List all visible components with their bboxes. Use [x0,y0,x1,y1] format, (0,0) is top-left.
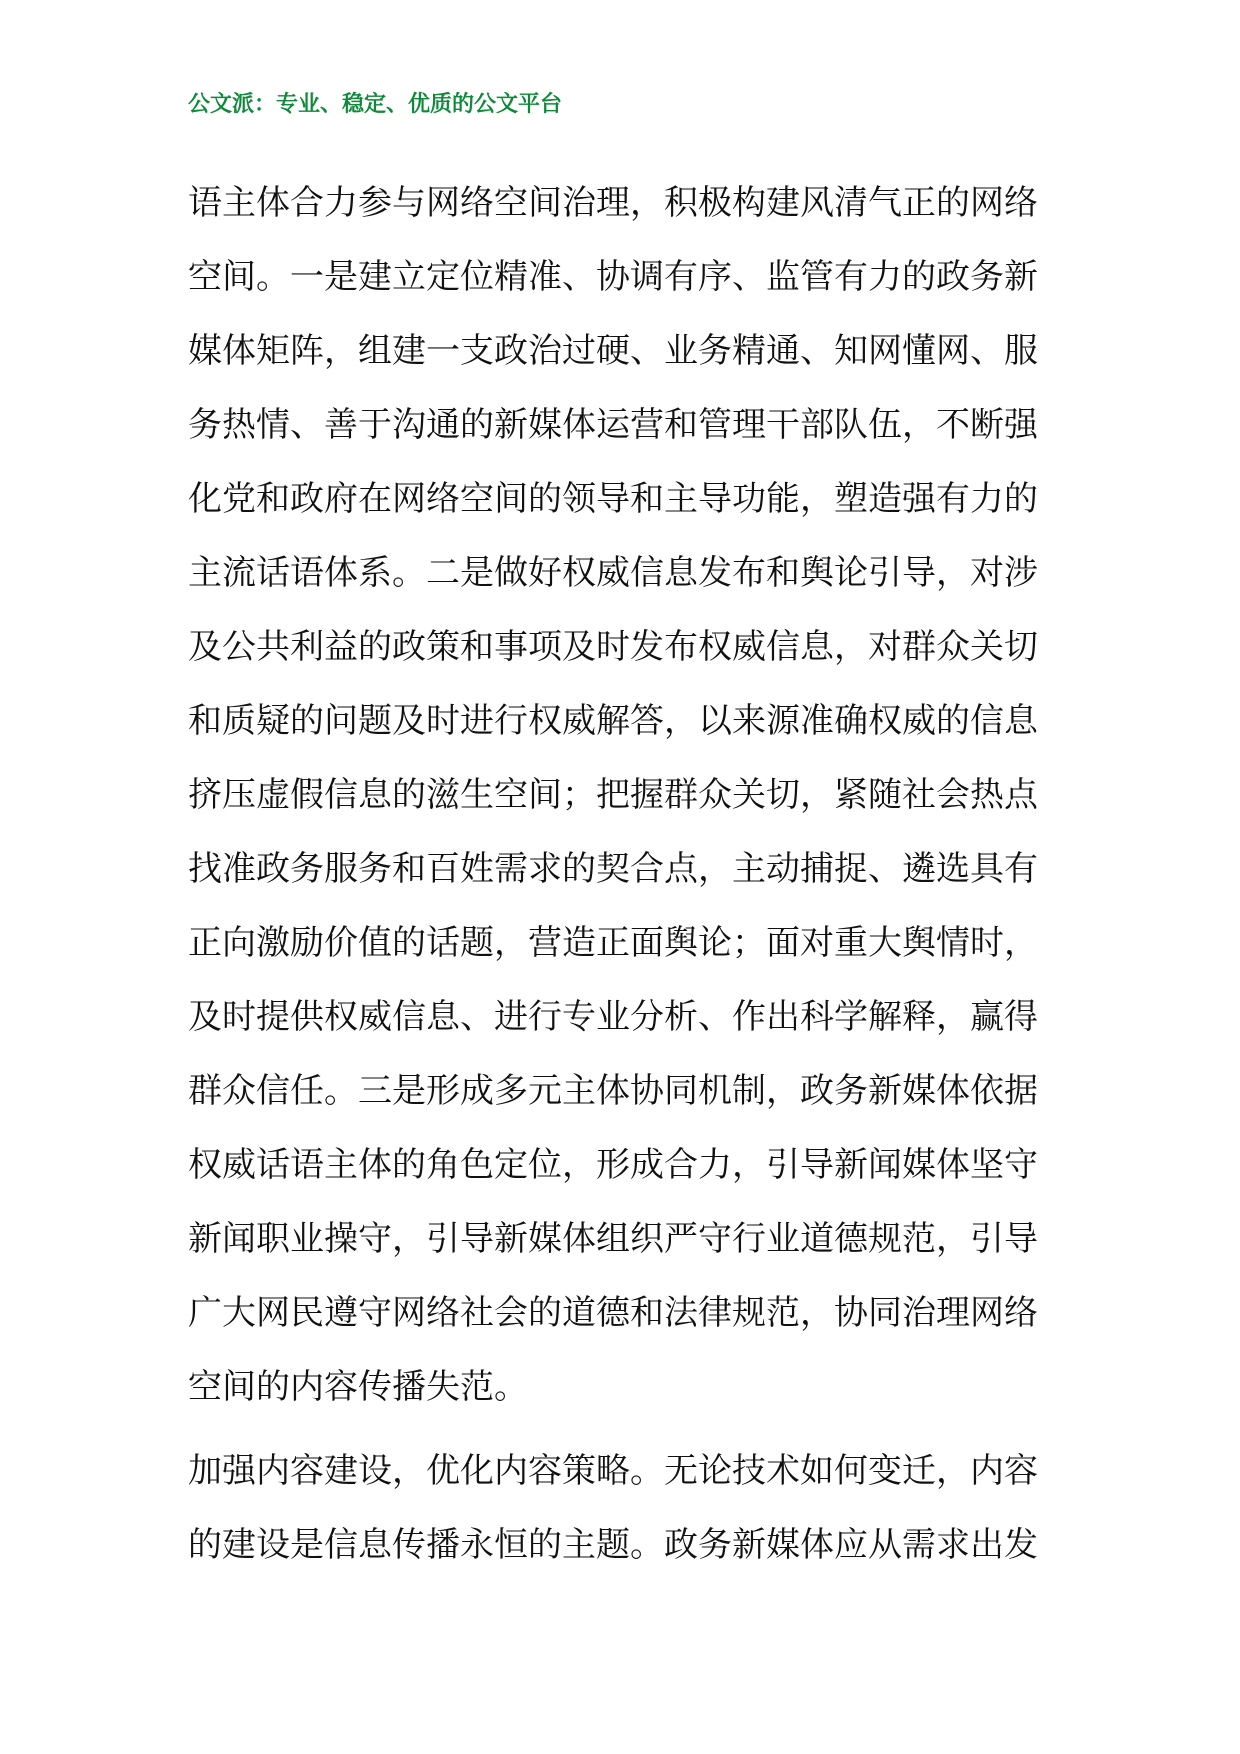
text-line: 权威话语主体的角色定位，形成合力，引导新闻媒体坚守 [188,1145,1038,1185]
text-line: 化党和政府在网络空间的领导和主导功能，塑造强有力的 [188,479,1038,519]
text-line: 加强内容建设，优化内容策略。无论技术如何变迁，内容 [188,1451,1038,1491]
text-line: 的建设是信息传播永恒的主题。政务新媒体应从需求出发 [188,1525,1038,1565]
text-line: 语主体合力参与网络空间治理，积极构建风清气正的网络 [188,183,1038,223]
text-line: 及公共利益的政策和事项及时发布权威信息，对群众关切 [188,627,1038,667]
paragraph [188,1434,1060,1582]
text-line: 群众信任。三是形成多元主体协同机制，政务新媒体依据 [188,1071,1038,1111]
text-line: 新闻职业操守，引导新媒体组织严守行业道德规范，引导 [188,1219,1038,1259]
text-line: 媒体矩阵，组建一支政治过硬、业务精通、知网懂网、服 [188,331,1038,371]
text-line: 空间。一是建立定位精准、协调有序、监管有力的政务新 [188,257,1038,297]
text-line: 正向激励价值的话题，营造正面舆论；面对重大舆情时， [188,923,1038,963]
page-header: 公文派：专业、稳定、优质的公文平台 [188,92,563,117]
text-line: 和质疑的问题及时进行权威解答，以来源准确权威的信息 [188,701,1038,741]
text-line: 务热情、善于沟通的新媒体运营和管理干部队伍，不断强 [188,405,1038,445]
paragraph [188,166,1060,1424]
text-line: 空间的内容传播失范。 [188,1367,528,1407]
text-line: 及时提供权威信息、进行专业分析、作出科学解释，赢得 [188,997,1038,1037]
text-line: 找准政务服务和百姓需求的契合点，主动捕捉、遴选具有 [188,849,1038,889]
paragraph-spacer [188,1424,1060,1434]
document-body [188,166,1060,1582]
text-line: 主流话语体系。二是做好权威信息发布和舆论引导，对涉 [188,553,1038,593]
text-line: 挤压虚假信息的滋生空间；把握群众关切，紧随社会热点 [188,775,1038,815]
text-line: 广大网民遵守网络社会的道德和法律规范，协同治理网络 [188,1293,1038,1333]
